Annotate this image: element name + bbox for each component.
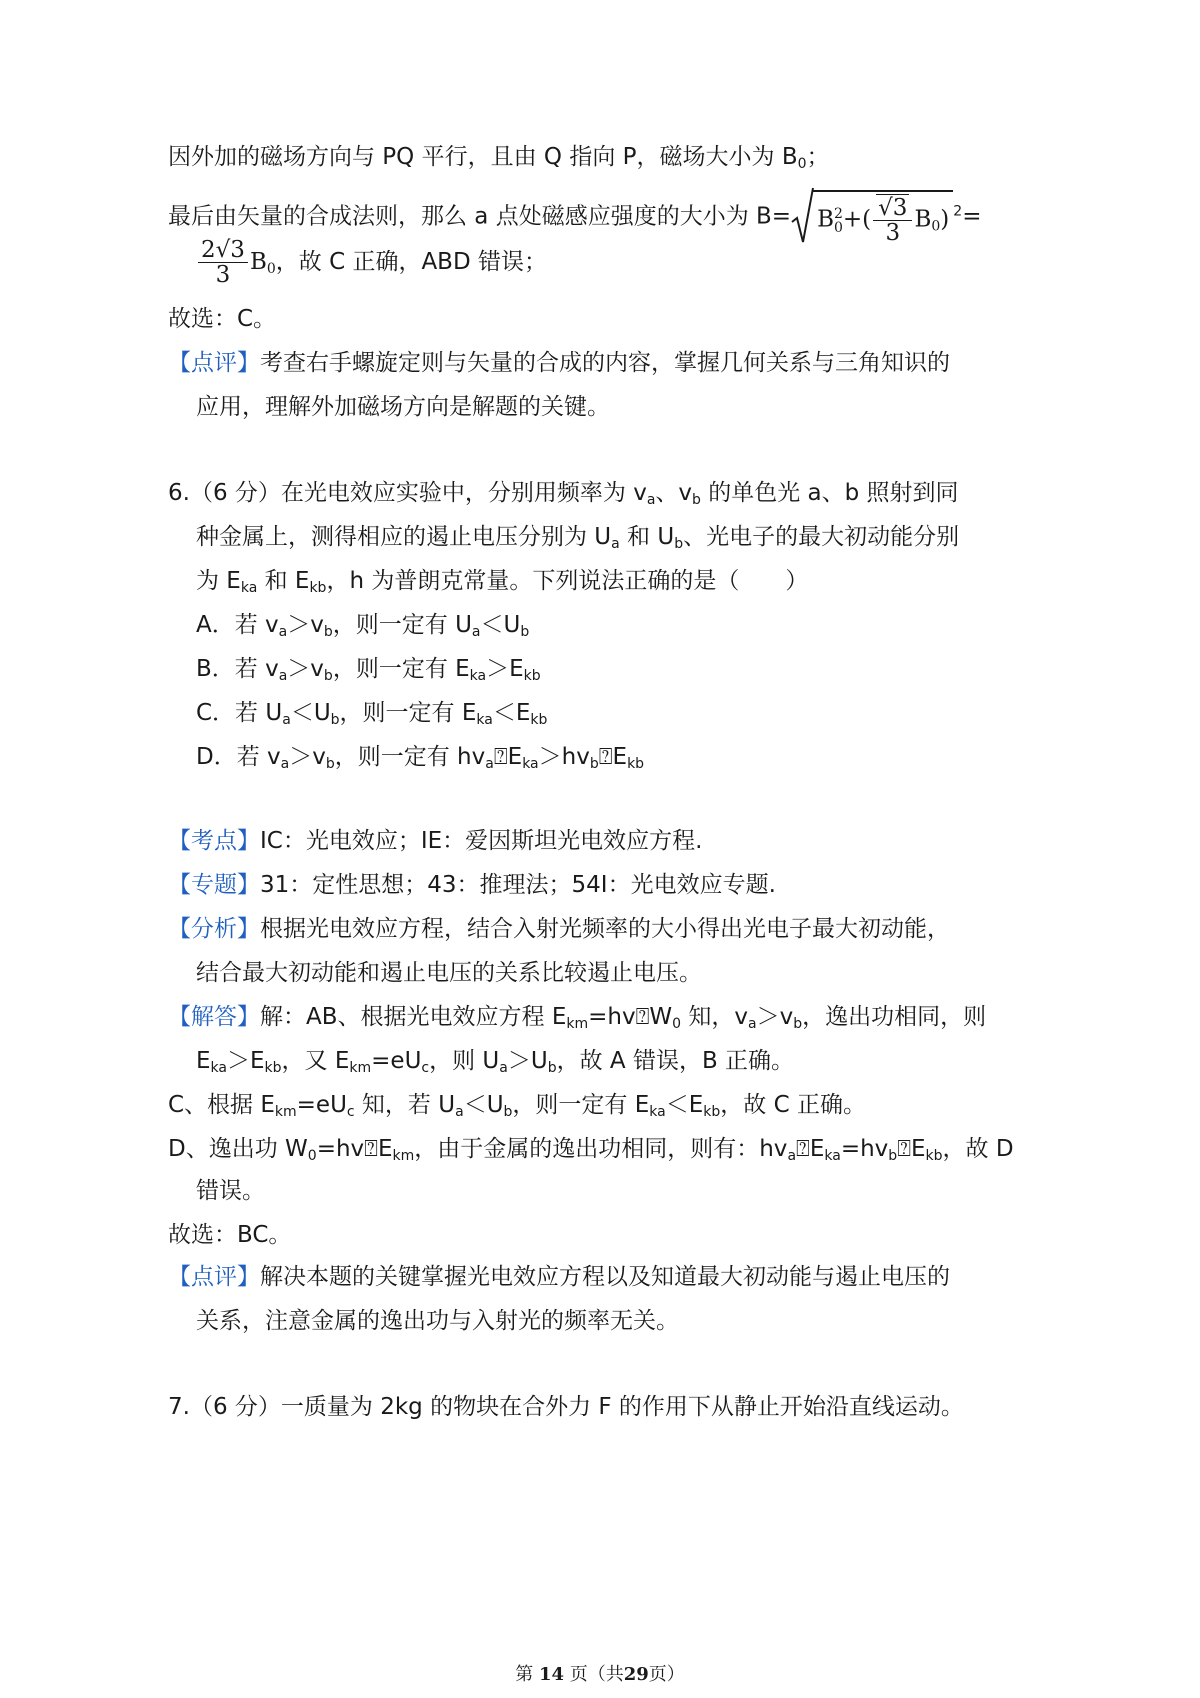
fraction <box>198 238 248 287</box>
text: 知，v <box>681 1004 748 1030</box>
text: ，由于金属的逸出功相同，则有：hv <box>414 1136 788 1162</box>
text: =hv⍰E <box>316 1136 393 1162</box>
dianping-line <box>168 1262 950 1292</box>
text-line <box>168 1090 866 1120</box>
text: 结合最大初动能和遏止电压的关系比较遏止电压。 <box>196 960 702 986</box>
numerator: √3 <box>878 195 908 221</box>
subscript: ka <box>649 1104 666 1120</box>
text: = <box>962 203 982 230</box>
text: 、光电子的最大初动能分别 <box>683 524 960 550</box>
subscript: kb <box>703 1104 721 1120</box>
text-line <box>168 304 276 334</box>
subscript: a <box>747 1016 757 1032</box>
text: 故选：BC。 <box>168 1222 292 1248</box>
symbol: B <box>249 249 267 275</box>
text: ＜E <box>492 700 531 726</box>
option-a <box>196 610 529 640</box>
option-d <box>196 742 644 772</box>
text: 的单色光 a、b 照射到同 <box>700 480 959 506</box>
tag-label: 【点评】 <box>168 350 260 376</box>
subscript: b <box>888 1148 898 1164</box>
text: ⍰E <box>796 1136 825 1162</box>
subscript: a <box>280 756 290 772</box>
subscript: b <box>547 1060 557 1076</box>
text: =eU <box>371 1048 422 1074</box>
page-footer <box>0 1660 1200 1686</box>
text: 最后由矢量的合成法则，那么 a 点处磁感应强度的大小为 B= <box>168 203 792 230</box>
subscript: ka <box>824 1148 841 1164</box>
text: 因外加的磁场方向与 PQ 平行，且由 Q 指向 P，磁场大小为 B <box>168 144 798 170</box>
subscript: kb <box>264 1060 282 1076</box>
option-c <box>196 698 547 728</box>
subscript: 0 <box>797 156 807 172</box>
text: =eU <box>296 1092 347 1118</box>
sqrt-expression <box>791 188 953 246</box>
text: ，则 U <box>429 1048 500 1074</box>
text: ＜U <box>463 1092 504 1118</box>
subscript: ka <box>469 668 487 684</box>
text-line <box>196 1306 679 1336</box>
subscript: b <box>589 756 599 772</box>
subscript: a <box>499 1060 508 1076</box>
text: 、v <box>655 480 693 506</box>
text: 31：定性思想；43：推理法；54I：光电效应专题. <box>260 872 776 898</box>
formula-line <box>196 238 547 294</box>
jieda-line <box>168 1002 986 1032</box>
denominator: 3 <box>885 220 901 246</box>
text: ＜U <box>480 612 521 638</box>
page-total: 29 <box>623 1664 649 1685</box>
subscript: c <box>421 1060 430 1076</box>
subscript: km <box>566 1016 589 1032</box>
subscript: kb <box>309 580 327 596</box>
subscript: b <box>692 492 701 508</box>
tag-label: 【点评】 <box>168 1264 260 1290</box>
subscript: 0 <box>266 261 276 277</box>
subscript: a <box>646 492 656 508</box>
subscript: a <box>787 1148 797 1164</box>
text: ，则一定有 hv <box>334 744 486 770</box>
text: 解：AB、根据光电效应方程 E <box>260 1004 567 1030</box>
subscript: a <box>455 1104 464 1120</box>
text: ＞hv <box>538 744 590 770</box>
text: ⍰E <box>897 1136 926 1162</box>
subscript: kb <box>627 756 645 772</box>
subscript: km <box>349 1060 372 1076</box>
kaodian-line <box>168 826 702 856</box>
symbol: B <box>914 206 932 233</box>
subscript: 0 <box>672 1016 682 1032</box>
symbol: +( <box>842 206 872 233</box>
subscript: b <box>793 1016 803 1032</box>
text: 页） <box>648 1664 685 1685</box>
text: 错误。 <box>196 1178 265 1204</box>
text: 解决本题的关键掌握光电效应方程以及知道最大初动能与遏止电压的 <box>260 1264 950 1290</box>
text: ，则一定有 E <box>339 700 477 726</box>
symbol: ) <box>940 206 950 233</box>
text: B．若 v <box>196 656 279 682</box>
subscript: 0 <box>307 1148 317 1164</box>
text: ，又 E <box>281 1048 350 1074</box>
subscript: ka <box>476 712 493 728</box>
text: A．若 v <box>196 612 279 638</box>
tag-label: 【解答】 <box>168 1004 260 1030</box>
text-line <box>196 392 610 422</box>
text: 种金属上，测得相应的遏止电压分别为 U <box>196 524 612 550</box>
subscript: a <box>485 756 494 772</box>
subscript: c <box>346 1104 355 1120</box>
text-line <box>196 1046 794 1076</box>
text: E <box>196 1048 211 1074</box>
text: 知，若 U <box>354 1092 456 1118</box>
text: ，故 A 错误，B 正确。 <box>556 1048 795 1074</box>
text: C、根据 E <box>168 1092 275 1118</box>
fenxi-line <box>168 914 950 944</box>
subscript: ka <box>210 1060 227 1076</box>
text: ，则一定有 E <box>512 1092 650 1118</box>
subscript: b <box>520 624 530 640</box>
subscript: a <box>611 536 620 552</box>
subscript: km <box>274 1104 297 1120</box>
symbol: B <box>817 206 834 233</box>
text: ＞E <box>227 1048 265 1074</box>
text: D．若 v <box>196 744 281 770</box>
text: =hv⍰W <box>588 1004 673 1030</box>
comment-line <box>168 348 950 378</box>
text: =hv <box>840 1136 889 1162</box>
text-line <box>168 142 830 172</box>
text: ＞E <box>486 656 524 682</box>
subscript: 0 <box>833 219 843 236</box>
fraction <box>873 196 912 245</box>
text: ，h 为普朗克常量。下列说法正确的是（ ） <box>326 568 809 594</box>
text: 关系，注意金属的逸出功与入射光的频率无关。 <box>196 1308 679 1334</box>
question-stem <box>196 566 808 596</box>
text: ＞v <box>289 744 326 770</box>
tag-label: 【分析】 <box>168 916 260 942</box>
subscript: b <box>325 756 335 772</box>
text: 应用，理解外加磁场方向是解题的关键。 <box>196 394 610 420</box>
text: ＞v <box>287 612 324 638</box>
superscript: 2 <box>833 205 843 222</box>
text: ＞U <box>507 1048 548 1074</box>
text: 故选：C。 <box>168 306 277 332</box>
page-number: 14 <box>538 1664 564 1685</box>
text-line <box>168 1220 291 1250</box>
subscript: kb <box>530 712 548 728</box>
superscript: 2 <box>953 203 963 220</box>
subscript: ka <box>240 580 258 596</box>
text: ，故 C 正确，ABD 错误； <box>275 249 547 275</box>
text: 根据光电效应方程，结合入射光频率的大小得出光电子最大初动能， <box>260 916 950 942</box>
text: ； <box>806 144 830 170</box>
text: ，逸出功相同，则 <box>802 1004 987 1030</box>
subscript: kb <box>925 1148 943 1164</box>
tag-label: 【专题】 <box>168 872 260 898</box>
text: ＞v <box>756 1004 794 1030</box>
subscript: b <box>330 712 340 728</box>
subscript: ka <box>522 756 539 772</box>
subscript: km <box>392 1148 415 1164</box>
text: 考查右手螺旋定则与矢量的合成的内容，掌握几何关系与三角知识的 <box>260 350 950 376</box>
option-b <box>196 654 541 684</box>
tag-label: 【考点】 <box>168 828 260 854</box>
text: IC：光电效应；IE：爱因斯坦光电效应方程. <box>260 828 703 854</box>
text: 为 E <box>196 568 241 594</box>
zhuanti-line <box>168 870 776 900</box>
text: 6.（6 分）在光电效应实验中，分别用频率为 v <box>168 480 647 506</box>
subscript: a <box>278 624 288 640</box>
text: D、逸出功 W <box>168 1136 308 1162</box>
text: ⍰E <box>493 744 523 770</box>
subscript: b <box>323 668 333 684</box>
text: 第 <box>515 1664 534 1685</box>
text: C．若 U <box>196 700 283 726</box>
subscript: a <box>282 712 291 728</box>
text: ＜E <box>665 1092 704 1118</box>
subscript: kb <box>523 668 541 684</box>
question-stem <box>168 478 959 508</box>
numerator: 2√3 <box>198 238 248 263</box>
denominator: 3 <box>215 262 231 288</box>
text: ＞v <box>287 656 324 682</box>
text: 页（共 <box>569 1664 624 1685</box>
text: ，故 D <box>942 1136 1014 1162</box>
text: ，则一定有 U <box>332 612 472 638</box>
text: ＜U <box>290 700 331 726</box>
subscript: a <box>278 668 288 684</box>
question-stem <box>168 1392 964 1422</box>
text-line <box>196 958 702 988</box>
subscript: b <box>503 1104 513 1120</box>
subscript: b <box>674 536 684 552</box>
text: ，故 C 正确。 <box>720 1092 866 1118</box>
text: 和 E <box>257 568 310 594</box>
text: ，则一定有 E <box>332 656 470 682</box>
text: 7.（6 分）一质量为 2kg 的物块在合外力 F 的作用下从静止开始沿直线运动。 <box>168 1394 964 1420</box>
question-stem <box>196 522 959 552</box>
text-line <box>196 1176 265 1206</box>
subscript: b <box>323 624 333 640</box>
subscript: 0 <box>931 218 941 235</box>
text: ⍰E <box>598 744 628 770</box>
text-line <box>168 1134 1014 1164</box>
subscript: a <box>471 624 481 640</box>
text: 和 U <box>619 524 675 550</box>
